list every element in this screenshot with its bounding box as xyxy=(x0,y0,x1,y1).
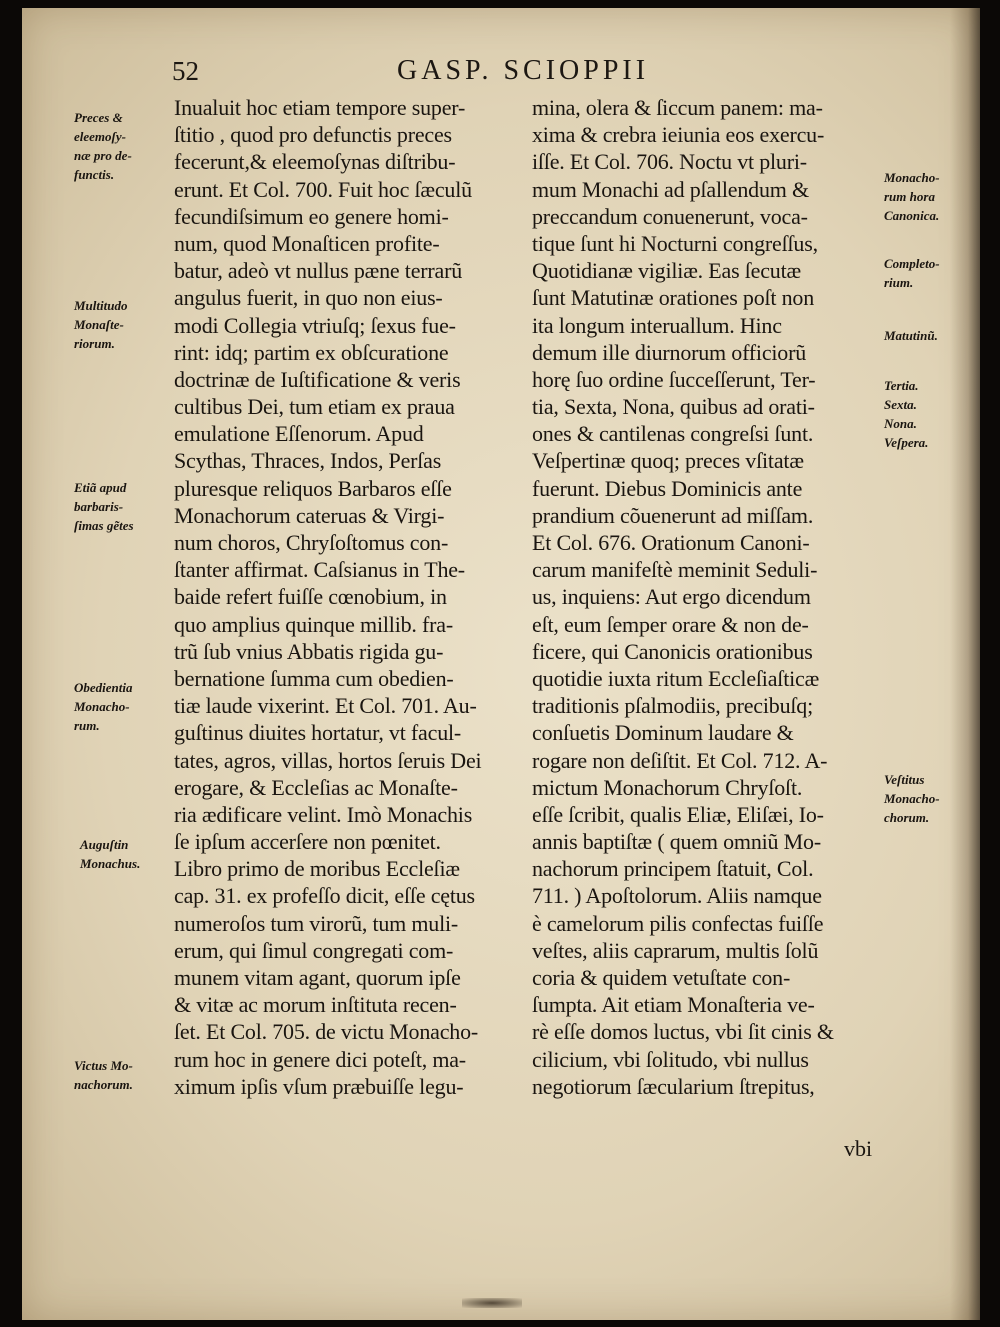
text-line: munem vitam agant, quorum ipſe xyxy=(174,965,461,990)
text-line: demum ille diurnorum officiorũ xyxy=(532,339,807,365)
text-line: ita longum interuallum. Hinc xyxy=(532,312,782,338)
text-line: Et Col. 676. Orationum Canoni- xyxy=(532,530,810,555)
text-line: è camelorum pilis confectas fuiſſe xyxy=(532,910,824,936)
margin-note-line: Monachus. xyxy=(80,856,141,871)
text-line: ficere, qui Canonicis orationibus xyxy=(532,638,813,664)
text-line: & vitæ ac morum inſtituta recen- xyxy=(174,992,457,1018)
ink-smudge xyxy=(462,1298,522,1308)
text-line: ones & cantilenas congreſsi ſunt. xyxy=(532,421,814,447)
page-number: 52 xyxy=(172,56,199,86)
catchword: vbi xyxy=(844,1136,873,1161)
text-line: mictum Monachorum Chryſoſt. xyxy=(532,774,803,800)
text-line: trũ ſub vnius Abbatis rigida gu- xyxy=(174,638,444,664)
margin-note-line: chorum. xyxy=(884,810,930,825)
text-line: pluresque reliquos Barbaros eſſe xyxy=(174,475,452,501)
text-line: emulatione Eſſenorum. Apud xyxy=(174,421,424,447)
margin-note-line: Nona. xyxy=(884,416,917,431)
text-line: cultibus Dei, tum etiam ex praua xyxy=(174,394,455,420)
text-line: ſumpta. Ait etiam Monaſteria ve- xyxy=(532,992,815,1018)
text-line: erogare, & Eccleſias ac Monaſte- xyxy=(174,774,458,800)
text-column-left xyxy=(174,94,544,1100)
text-line: guſtinus diuites hortatur, vt facul- xyxy=(174,720,462,746)
text-line: fuerunt. Diebus Dominicis ante xyxy=(532,475,803,501)
text-line: num choros, Chryſoſtomus con- xyxy=(174,530,449,555)
margin-note-line: Preces & xyxy=(74,110,123,125)
margin-note-line: Auguſtin xyxy=(80,837,129,852)
text-line: nachorum principem ſtatuit, Col. xyxy=(532,856,814,882)
margin-note-line: rium. xyxy=(884,275,914,290)
running-head: GASP. SCIOPPII xyxy=(397,55,650,86)
text-line: rè eſſe domos luctus, vbi ſit cinis & xyxy=(532,1019,834,1045)
margin-note-preces xyxy=(74,108,169,184)
text-line: rint: idq; partim ex obſcuratione xyxy=(174,339,449,365)
margin-note-line: Monaſte- xyxy=(74,317,124,332)
text-line: prandium cõuenerunt ad miſſam. xyxy=(532,502,814,528)
margin-note-line: næ pro de- xyxy=(74,148,132,163)
margin-note-line: Matutinũ. xyxy=(884,328,938,343)
text-line: ſunt Matutinæ orationes poſt non xyxy=(532,285,815,311)
margin-note-line: barbaris- xyxy=(74,499,124,514)
text-line: 711. ) Apoſtolorum. Aliis namque xyxy=(532,883,822,909)
margin-note-line: eleemoſy- xyxy=(74,129,126,144)
text-line: Inualuit hoc etiam tempore super- xyxy=(174,95,466,120)
text-line: quotidie iuxta ritum Eccleſiaſticæ xyxy=(532,665,820,691)
text-line: modi Collegia vtriuſq; ſexus fue- xyxy=(174,312,456,338)
text-line: rogare non deſiſtit. Et Col. 712. A- xyxy=(532,747,828,773)
text-line: Veſpertinæ quoq; preces vſitatæ xyxy=(532,448,804,474)
text-line: rum hoc in genere dici poteſt, ma- xyxy=(174,1046,466,1072)
text-line: eſſe ſcribit, qualis Eliæ, Eliſæi, Io- xyxy=(532,801,824,827)
margin-note-line: Multitudo xyxy=(74,298,128,313)
margin-note-obedientia xyxy=(74,678,169,735)
margin-note-line: ſimas gẽtes xyxy=(74,518,134,533)
text-line: tique ſunt hi Nocturni congreſſus, xyxy=(532,230,818,256)
text-line: preccandum conuenerunt, voca- xyxy=(532,203,808,229)
text-line: conſuetis Dominum laudare & xyxy=(532,720,794,746)
text-line: annis baptiſtæ ( quem omniũ Mo- xyxy=(532,829,821,855)
text-line: bernatione ſumma cum obedien- xyxy=(174,665,454,691)
text-line: cilicium, vbi ſolitudo, vbi nullus xyxy=(532,1046,809,1072)
text-line: tia, Sexta, Nona, quibus ad orati- xyxy=(532,394,815,420)
text-line: erunt. Et Col. 700. Fuit hoc ſæculũ xyxy=(174,176,472,202)
text-line: erum, qui ſimul congregati com- xyxy=(174,937,454,963)
text-line: horę ſuo ordine ſucceſſerunt, Ter- xyxy=(532,366,816,392)
text-line: quo amplius quinque millib. fra- xyxy=(174,611,453,637)
margin-note-line: riorum. xyxy=(74,336,115,351)
text-column-right xyxy=(532,94,902,1100)
text-line: veſtes, aliis caprarum, multis ſolũ xyxy=(532,937,819,963)
text-line: ſtanter affirmat. Caſsianus in The- xyxy=(174,557,465,583)
text-line: numeroſos tum virorũ, tum muli- xyxy=(174,910,459,936)
text-line: cap. 31. ex profeſſo dicit, eſſe cętus xyxy=(174,883,475,909)
margin-note-line: Veſtitus xyxy=(884,772,925,787)
text-line: batur, adeò vt nullus pæne terrarũ xyxy=(174,258,463,284)
text-line: mina, olera & ſiccum panem: ma- xyxy=(532,95,823,120)
margin-note-victus xyxy=(74,1056,169,1094)
margin-note-line: nachorum. xyxy=(74,1077,133,1092)
text-line: eſt, eum ſemper orare & non de- xyxy=(532,611,809,637)
text-line: Monachorum cateruas & Virgi- xyxy=(174,502,445,528)
text-line: tates, agros, villas, hortos ſeruis Dei xyxy=(174,747,482,773)
text-line: traditionis pſalmodiis, precibuſq; xyxy=(532,693,813,719)
text-line: fecerunt,& eleemoſynas diſtribu- xyxy=(174,149,456,175)
text-line: us, inquiens: Aut ergo dicendum xyxy=(532,584,811,610)
margin-note-line: Obedientia xyxy=(74,680,133,695)
margin-note-barbaros xyxy=(74,478,169,535)
text-line: ſe ipſum accerſere non pœnitet. xyxy=(174,829,441,855)
text-line: Quotidianæ vigiliæ. Eas ſecutæ xyxy=(532,258,801,284)
text-line: ſtitio , quod pro defunctis preces xyxy=(174,122,452,148)
margin-note-line: Canonica. xyxy=(884,208,940,223)
text-line: xima & crebra ieiunia eos exercu- xyxy=(532,122,825,148)
margin-note-line: Victus Mo- xyxy=(74,1058,133,1073)
text-line: doctrinæ de Iuſtificatione & veris xyxy=(174,366,461,392)
text-line: carum manifeſtè meminit Seduli- xyxy=(532,557,818,583)
text-line: iſſe. Et Col. 706. Noctu vt pluri- xyxy=(532,149,807,175)
margin-note-line: Etiã apud xyxy=(74,480,127,495)
margin-note-augustin xyxy=(80,835,175,873)
text-line: negotiorum ſæcularium ſtrepitus, xyxy=(532,1073,815,1099)
margin-note-multitudo xyxy=(74,296,169,353)
text-line: Libro primo de moribus Eccleſiæ xyxy=(174,856,460,882)
margin-note-line: Monacho- xyxy=(884,170,940,185)
margin-note-line: Monacho- xyxy=(884,791,940,806)
margin-note-line: Veſpera. xyxy=(884,435,929,450)
text-line: tiæ laude vixerint. Et Col. 701. Au- xyxy=(174,693,477,719)
page-header xyxy=(22,54,980,94)
text-line: angulus fuerit, in quo non eius- xyxy=(174,285,443,311)
margin-note-line: rum hora xyxy=(884,189,935,204)
margin-note-line: Tertia. xyxy=(884,378,919,393)
text-line: baide refert fuiſſe cœnobium, in xyxy=(174,584,447,610)
text-line: ria ædificare velint. Imò Monachis xyxy=(174,801,473,827)
margin-note-line: functis. xyxy=(74,167,115,182)
text-line: coria & quidem vetuſtate con- xyxy=(532,965,791,990)
margin-note-line: rum. xyxy=(74,718,100,733)
book-page xyxy=(22,8,980,1320)
text-line: Scythas, Thraces, Indos, Perſas xyxy=(174,448,442,474)
text-line: ximum ipſis vſum præbuiſſe legu- xyxy=(174,1073,464,1099)
margin-note-line: Sexta. xyxy=(884,397,917,412)
text-line: ſet. Et Col. 705. de victu Monacho- xyxy=(174,1019,478,1045)
margin-note-line: Monacho- xyxy=(74,699,130,714)
text-line: num, quod Monaſticen profite- xyxy=(174,230,440,256)
text-line: mum Monachi ad pſallendum & xyxy=(532,176,809,202)
margin-note-line: Completo- xyxy=(884,256,940,271)
text-line: fecundiſsimum eo genere homi- xyxy=(174,203,449,229)
